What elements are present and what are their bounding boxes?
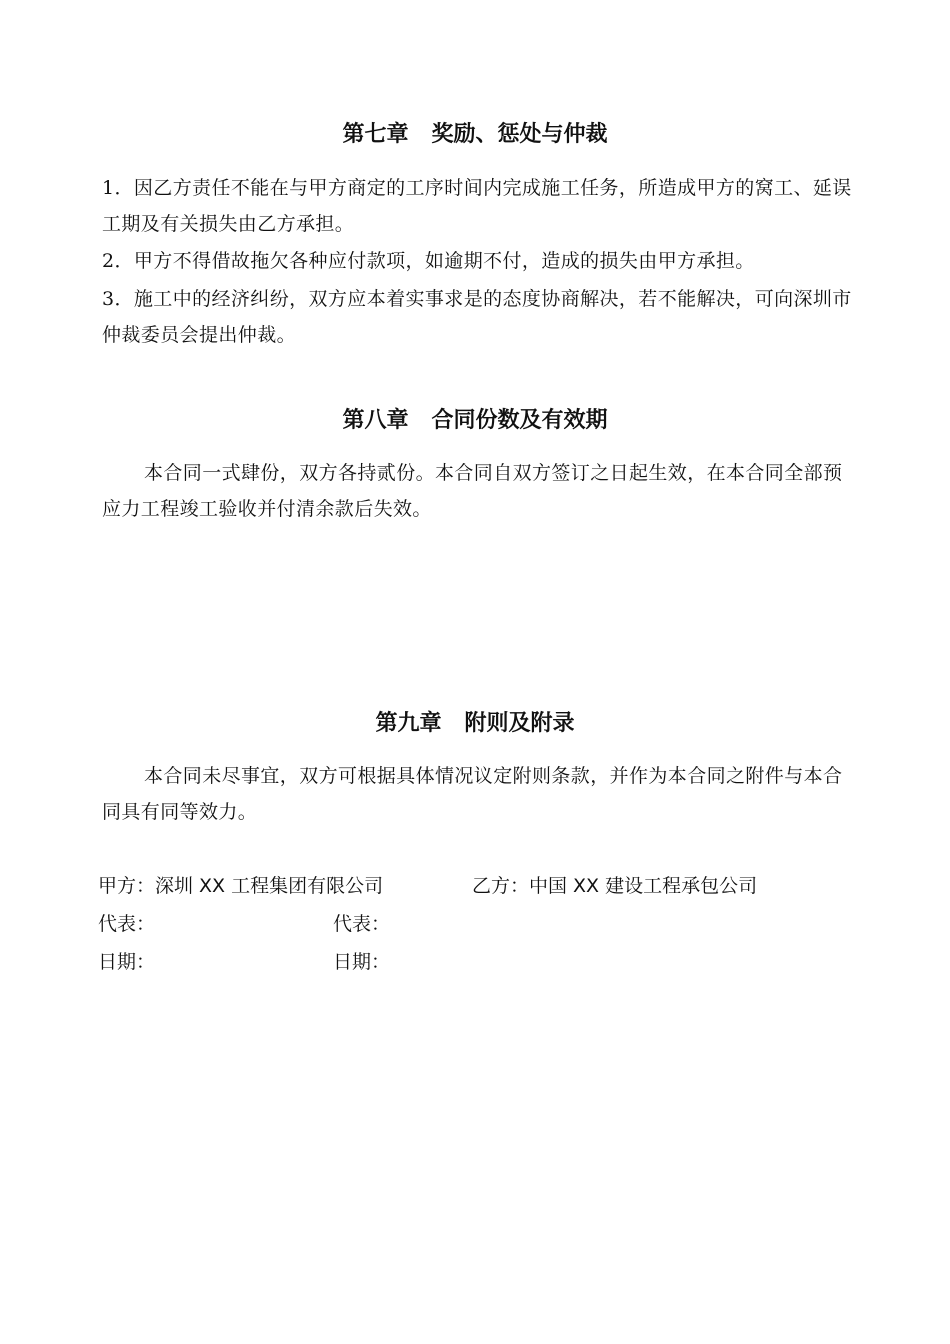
chapter-9-body: 本合同未尽事宜，双方可根据具体情况议定附则条款，并作为本合同之附件与本合同具有同等效力。: [102, 765, 843, 823]
chapter-7-title: 第七章 奖励、惩处与仲裁: [342, 122, 608, 147]
chapter-7-item-1: 1．因乙方责任不能在与甲方商定的工序时间内完成施工任务，所造成甲方的窝工、延误工期及有关损失由乙方承担。: [102, 177, 852, 235]
party-a-date: 日期：: [98, 951, 156, 973]
party-a-name: 甲方：深圳 XX 工程集团有限公司: [98, 875, 384, 897]
party-a-representative: 代表：: [98, 913, 156, 935]
chapter-8-body: 本合同一式肆份，双方各持贰份。本合同自双方签订之日起生效，在本合同全部预应力工程竣工验收并付清余款后失效。: [102, 462, 843, 520]
party-b-date: 日期：: [333, 951, 391, 973]
party-b-representative: 代表：: [333, 913, 391, 935]
chapter-7-item-3: 3．施工中的经济纠纷，双方应本着实事求是的态度协商解决，若不能解决，可向深圳市仲裁委员会提出仲裁。: [102, 288, 852, 346]
party-b-name: 乙方：中国 XX 建设工程承包公司: [472, 875, 758, 897]
chapter-9-title: 第九章 附则及附录: [375, 711, 575, 736]
chapter-8-title: 第八章 合同份数及有效期: [342, 408, 608, 433]
chapter-7-item-2: 2．甲方不得借故拖欠各种应付款项，如逾期不付，造成的损失由甲方承担。: [102, 250, 755, 272]
